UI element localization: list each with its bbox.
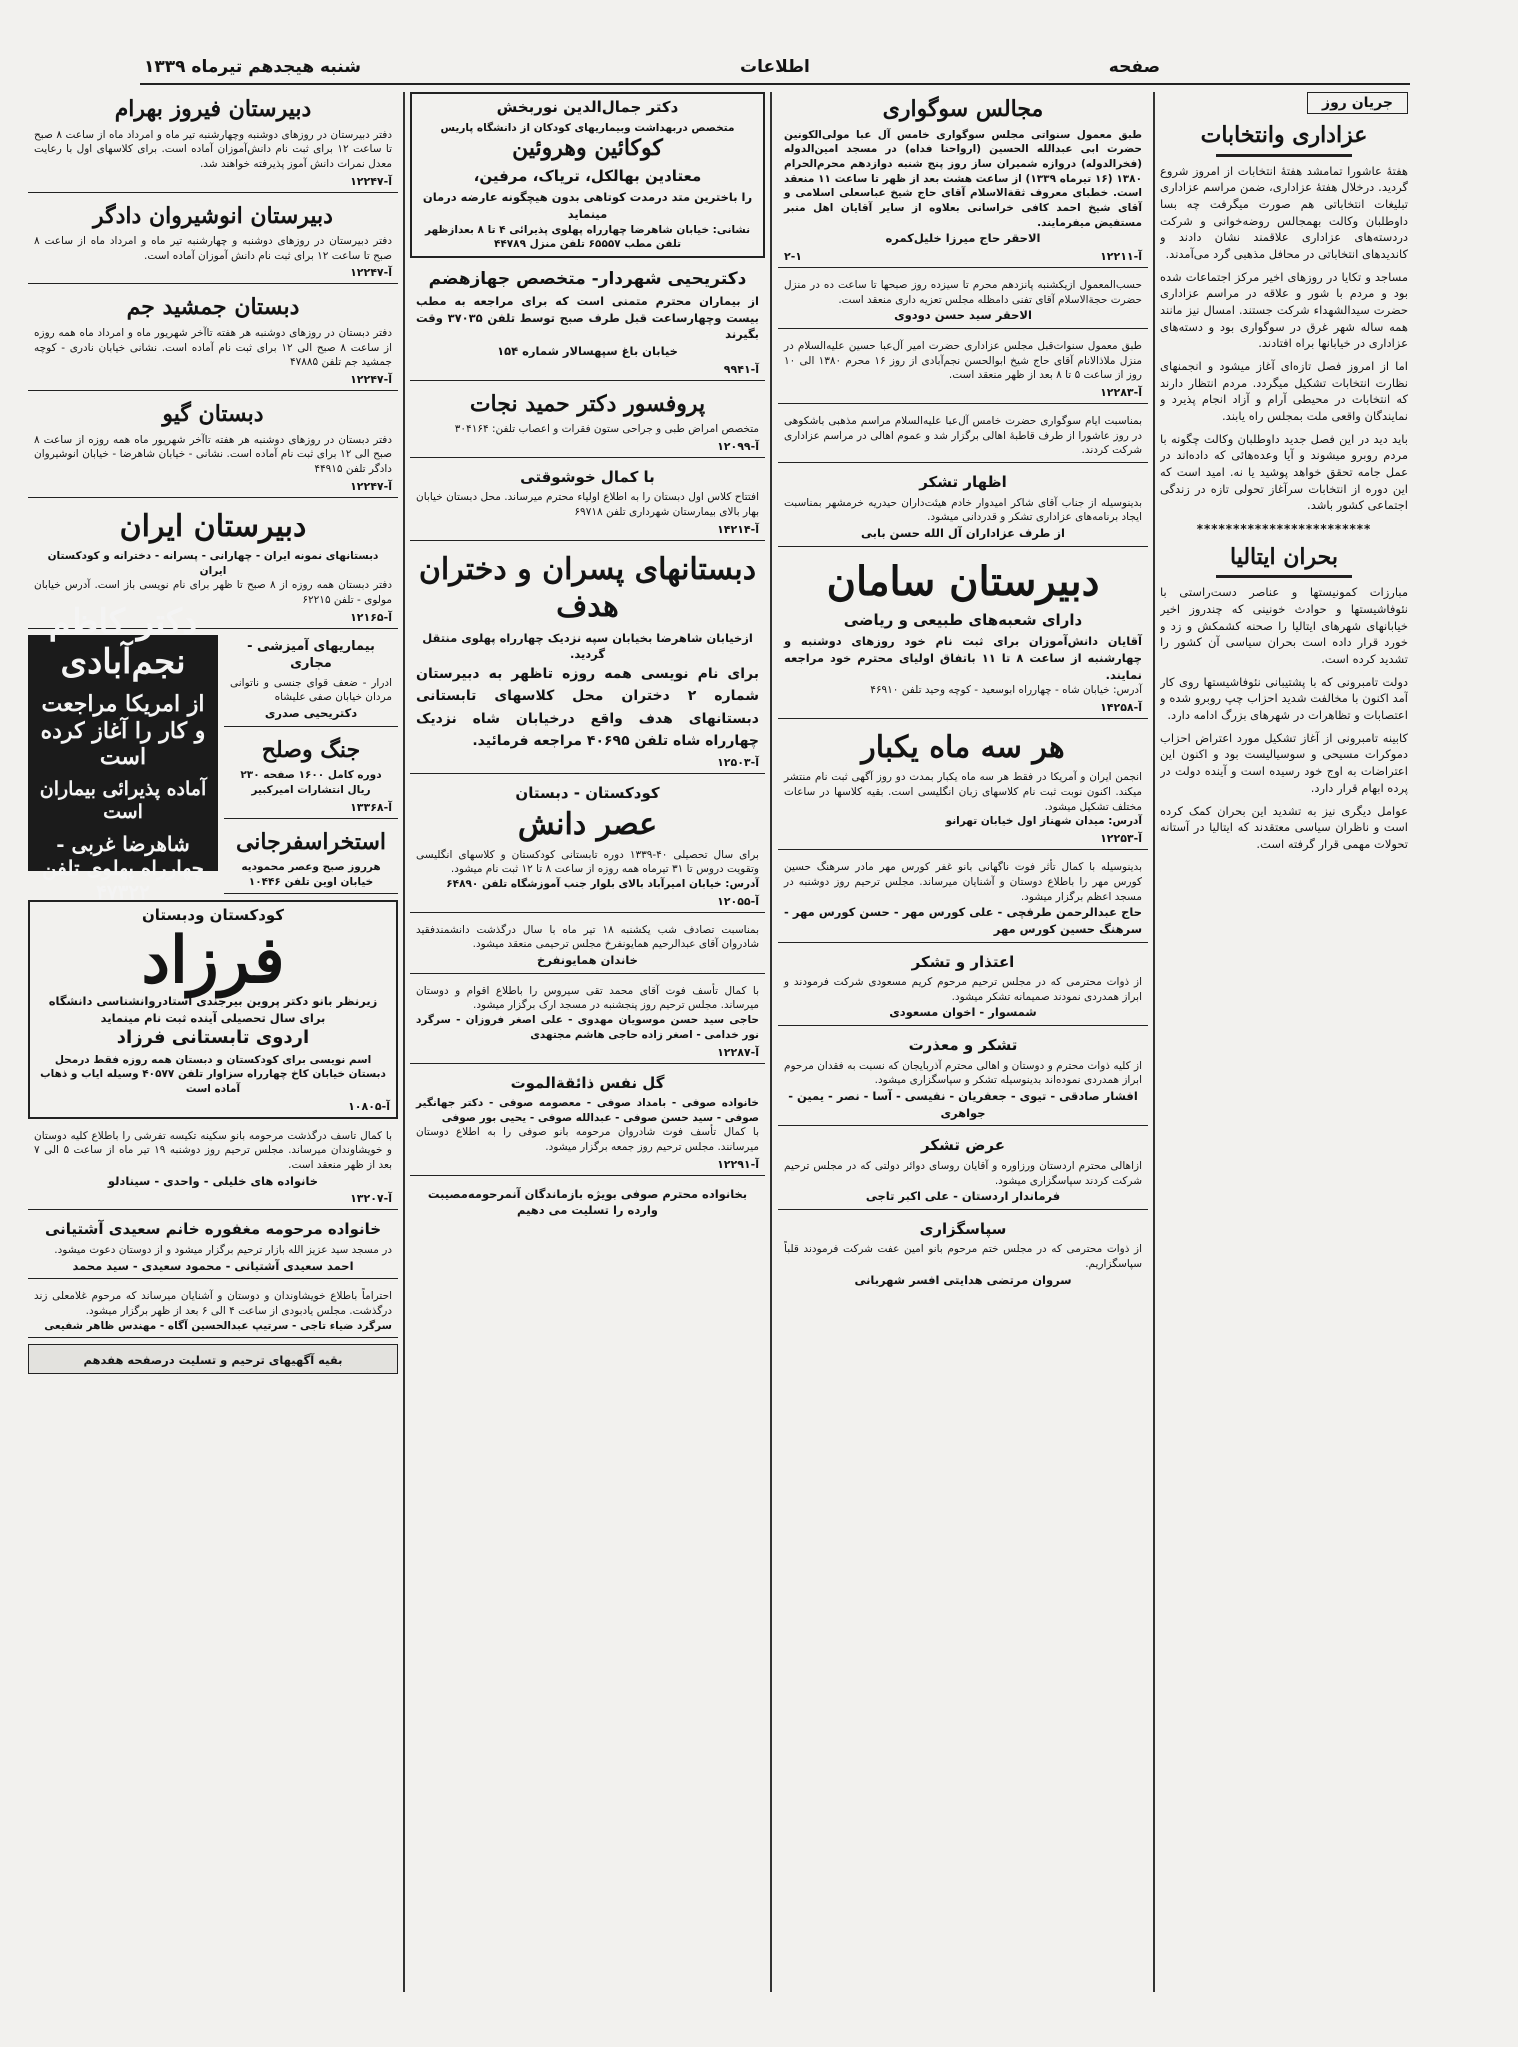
ad-text: هرروز صبح وعصر محمودیه خیابان اوین تلفن ۱۰۴۴۶ xyxy=(241,861,381,888)
ad-signature: از طرف عزاداران آل الله حسن بابی xyxy=(861,526,1065,541)
continued-notice-text: بقیه آگهیهای ترحیم و تسلیت درصفحه هفدهم xyxy=(83,1353,343,1368)
ad-apology xyxy=(778,949,1148,1027)
ad-text: حسب‌المعمول ازیکشنبه پانزدهم محرم تا سیزده روز صبحها تا ساعت ده در منزل حضرت حجةالاسلام آقای تفنی دامظله مجلس تعزیه داری منعقد است. xyxy=(784,278,1142,306)
ad-text: ازاهالی محترم اردستان ورزاوره و آقایان روسای دوائر دولتی که در مجلس ترحیم شرکت کردند سپاسگزاری میشود. xyxy=(784,1159,1142,1187)
ad-address: آدرس: خیابان امیرآباد بالای بلوار جنب آموزشگاه تلفن ۶۴۸۹۰ xyxy=(446,878,759,891)
ad-notice xyxy=(778,335,1148,404)
ad-title: اظهار تشکر xyxy=(919,473,1007,492)
ad-title: گل نفس ذائقة‌الموت xyxy=(510,1073,665,1092)
editorial-paragraph: باید دید در این فصل جدید داوطلبان وکالت چگونه با مردم روبرو میشوند و آیا وعده‌هائی که داده‌اند در عمل جامه تحقق خواهد پوشید یا نه. امید است که این دوره از انتخابات سرآغاز تحولی تازه در زندگی اجتماعی کشور باشد. xyxy=(1160,431,1408,513)
ad-notice xyxy=(778,410,1148,463)
article-paragraph: مبارزات کمونیستها و عناصر دست‌راستی با نئوفاشیستها و حوادث خونینی که چندروز اخیر خیابانهای شهرهای ایتالیا را صحنه کشمکش و زد و خورد قرار داده است بحران سیاسی آن کشور را تشدید کرده است. xyxy=(1160,585,1408,667)
masthead-date: شنبه هیجدهم تیرماه ۱۳۳۹ xyxy=(144,57,361,77)
ad-title: خانواده مرحومه مغفوره خانم سعیدی آشتیانی xyxy=(44,1220,382,1239)
ad-title: بیماریهای آمیزشی - مجاری xyxy=(247,638,375,671)
ad-text: طبق معمول سنوات‌قبل مجلس عزاداری حضرت امیر آل‌عبا حسین علیه‌السلام در منزل ملاذالانام آقای حاج شیخ ابوالحسن نجم‌آبادی از روز ۱۶ محرم ۱۳۸۰ الی ۱۰ روز از ساعت ۵ تا ۸ بعد از ظهر منعقد است. xyxy=(784,340,1142,382)
editorial-paragraph: هفتهٔ عاشورا تمامشد هفتهٔ انتخابات از امروز شروع گردید. درخلال هفتهٔ عزاداری، ضمن مراسم عزاداری تبلیغات انتخاباتی هم صورت میگرفت چه بسا داوطلبان وکالت بهمجالس روضه‌خوانی و شرکت دردسته‌های عزاداری علاقمند نشان دادند و کاندیدهای انتخاباتی در محافل مذهبی گرد می‌آمدند. xyxy=(1160,163,1408,261)
ad-kicker: کودکستان - دبستان xyxy=(515,783,660,802)
ad-signature: احمد سعیدی آشتیانی - محمود سعیدی - سید محمد xyxy=(72,1258,354,1273)
ad-title: کوکائین وهروئین xyxy=(512,135,663,162)
ad-subtitle: ازخیابان شاهرضا بخیابان سپه نزدیک چهارراه پهلوی منتقل گردید. xyxy=(422,630,753,662)
ad-text: از بیماران محترم متمنی است که برای مراجعه به مطب بیست وچهارساعت قبل طرف صبح توسط تلفن ۳۷۰۳۵ وقت بگیرند xyxy=(416,294,759,342)
ad-title: مجالس سوگواری xyxy=(882,96,1044,122)
ad-text: زیرنظر بانو دکتر پروین بیرجندی استادروانشناسی دانشگاه برای سال تحصیلی آینده ثبت نام مینماید xyxy=(48,993,378,1025)
article-paragraph: دولت تامبرونی که با پشتیبانی نئوفاشیستها روی کار آمد اکنون با مخالفت شدید احزاب چپ روبرو شده و اعتصابات و تظاهرات در شهرهای بزرگ ادامه دارد. xyxy=(1160,674,1408,723)
ad-title: دبیرستان فیروز بهرام xyxy=(114,96,312,122)
ad-text: با کمال تاسف درگذشت مرحومه بانو سکینه تکیسه تفرشی را باطلاع کلیه دوستان و خویشاوندان میرساند. مجلس ترحیم روز دوشنبه ۱۹ تیر ماه از ساعت ۵ الی ۷ بعد از ظهر منعقد است. xyxy=(34,1129,392,1172)
article-paragraph: کابینه تامبرونی از آغاز تشکیل مورد اعتراض احزاب دموکرات مسیحی و سوسیالیست بود و اکنون این اعتراضات به اوج خود رسیده است و آینده دولت در پرده ابهام قرار دارد. xyxy=(1160,730,1408,795)
ad-condolence xyxy=(410,1182,765,1223)
ad-farzad xyxy=(28,900,398,1118)
ad-text: آماده پذیرائی بیماران است xyxy=(39,778,207,824)
ad-code: آ-۱۲۲۸۷ xyxy=(717,1045,759,1059)
ad-title: تشکر و معذرت xyxy=(908,1036,1018,1055)
ad-text: افتتاح کلاس اول دبستان را به اطلاع اولیاء محترم میرساند. محل دبستان خیابان بهار بالای بیمارستان شهرداری تلفن ۶۹۷۱۸ xyxy=(416,491,759,519)
section-label: جریان روز xyxy=(1307,92,1408,114)
ad-title: پروفسور دکتر حمید نجات xyxy=(469,390,706,417)
ad-signature: خانواده های خلیلی - واحدی - سینادلو xyxy=(107,1173,319,1188)
ad-signature: سروان مرتضی هدایتی افسر شهربانی xyxy=(854,1272,1072,1287)
ad-title: استخراسفرجانی xyxy=(235,828,387,855)
ad-text: برای نام نویسی همه روزه تاظهر به دبیرستان شماره ۲ دختران محل کلاسهای تابستانی دبستانهای هدف واقع درخیابان شاه نزدیک چهارراه شاه تلفن ۴۰۶۹۵ مراجعه فرمائید. xyxy=(416,666,759,750)
ad-title: عرض تشکر xyxy=(921,1136,1005,1155)
ad-text: دفتر دبیرستان در روزهای دوشنبه و چهارشنبه تیر ماه و امرداد ماه از ساعت ۸ صبح تا ساعت ۱۲ برای ثبت نام دانش آموزان آماده است. xyxy=(34,235,392,262)
ad-text: در مسجد سید عزیز الله بازار ترحیم برگزار میشود و از دوستان دعوت میشود. xyxy=(54,1243,392,1256)
ad-names: حاج عبدالرحمن طرفچی - علی کورس مهر - حسن کورس مهر - سرهنگ حسین کورس مهر xyxy=(784,905,1142,936)
ad-quarterly xyxy=(778,725,1148,850)
ad-signature: خاندان همایونفرخ xyxy=(537,953,638,968)
ad-asr-danesh xyxy=(410,780,765,913)
ad-specialty: متخصص دربهداشت وبیماریهای کودکان از دانشگاه پاریس xyxy=(440,121,735,134)
ad-text: با کمال تأسف فوت آقای محمد تقی سیروس را باطلاع اقوام و دوستان میرساند. مجلس ترحیم روز پنجشنبه در مسجد ارک برگزار میشود. xyxy=(416,984,759,1012)
ad-address: شاهرضا غربی - چهارراه پهلوی تلفن ۴۷۳۲۲ xyxy=(42,832,204,904)
ad-school-opening xyxy=(410,464,765,541)
ad-text: از ذوات محترمی که در مجلس ترحیم مرحوم کریم مسعودی شرکت فرمودند و ابراز همدردی نمودند صمیمانه تشکر میشود. xyxy=(784,976,1142,1003)
ad-names: سرگرد ضیاء تاجی - سرتیپ عبدالحسین آگاه - مهندس ظاهر شفیعی xyxy=(44,1319,392,1332)
ad-saman-school xyxy=(778,553,1148,719)
ad-subtitle: دبستانهای نمونه ایران - چهارانی - پسرانه - دخترانه و کودکستان ایران xyxy=(47,550,379,577)
ad-firouz-bahram xyxy=(28,92,398,193)
ad-title: سپاسگزاری xyxy=(919,1219,1007,1238)
ad-code: آ-۱۲۵۰۳ xyxy=(717,755,759,769)
column-editorial xyxy=(1160,92,1408,1992)
ad-thanks xyxy=(778,469,1148,547)
ad-text: بمناسبت تصادف شب یکشنبه ۱۸ تیر ماه با سال درگذشت دانشمندفقید شادروان آقای عبدالرحیم همایونفرخ مجلس ترحیمی منعقد میشود. xyxy=(416,923,759,951)
ad-signature: الاحقر حاج میرزا خلیل‌کمره xyxy=(885,231,1041,246)
ad-title: دبستان گیو xyxy=(162,401,264,427)
ad-signature: الاحقر سید حسن دودوی xyxy=(894,308,1032,323)
ad-isfarjani-pool xyxy=(224,825,398,895)
ad-code: آ-۱۲۲۹۱ xyxy=(717,1157,759,1171)
column-schools xyxy=(28,92,398,1992)
masthead-paper-name: اطلاعات xyxy=(740,57,810,77)
ad-anoushirvan xyxy=(28,199,398,285)
ad-text: از ذوات محترمی که در مجلس ختم مرحوم بانو امین عفت شرکت فرمودند قلباً سپاسگزاریم. xyxy=(784,1243,1142,1271)
ad-obituary xyxy=(778,856,1148,942)
ad-code: آ-۱۲۲۸۳ xyxy=(1100,386,1142,400)
ad-code: آ-۱۲۲۴۷ xyxy=(350,174,392,188)
ad-code: آ-۱۲۰۵۵ xyxy=(717,894,759,908)
ad-text: بمناسبت ایام سوگواری حضرت خامس آل‌عبا علیه‌السلام مراسم مذهبی باشکوهی در روز عاشورا از طرف قاطبهٔ اهالی برگزار شد و عموم اهالی در مراسم عزاداری شرکت کردند. xyxy=(784,415,1142,457)
ad-title: دبیرستان سامان xyxy=(826,557,1100,605)
ad-title: دبستان جمشید جم xyxy=(126,294,300,321)
ad-najmabadi-black xyxy=(28,601,218,904)
ad-signature: شمسوار - اخوان مسعودی xyxy=(889,1005,1037,1020)
ad-text: متخصص امراض طبی و جراحی ستون فقرات و اعصاب تلفن: ۳۰۴۱۶۴ xyxy=(454,423,759,436)
ad-code: آ-۱۳۳۶۸ xyxy=(350,800,392,814)
ad-text: انجمن ایران و آمریکا در فقط هر سه ماه یکبار بمدت دو روز آگهی ثبت نام منتشر میکند. اکنون نوبت ثبت نام کلاسهای زبان انگلیسی است. بقیه کلاسها در ساعات مختلف تشکیل میشود. xyxy=(784,771,1142,813)
ad-subtitle: معتادین بهالکل، تریاک، مرفین، xyxy=(473,166,702,185)
ad-text: دفتر دبستان در روزهای دوشنبه هر هفته تاآخر شهریور ماه همه روزه از ساعت ۸ صبح الی ۱۲ برای ثبت نام آماده است. نشانی - خیابان شاهرضا - خیابان انوشیروان دادگر تلفن ۴۴۹۱۵ xyxy=(34,433,393,475)
ad-title: عصر دانش xyxy=(517,807,658,843)
title-underline xyxy=(1216,575,1352,578)
ad-doctor-name: دکتر جمال‌الدین نوربخش xyxy=(496,98,679,116)
ad-signature: افشار صادقی - تیوی - جعفریان - نفیسی - آسا - نصر - یمین - جواهری xyxy=(788,1088,1138,1120)
column-rule xyxy=(1153,92,1155,1992)
ad-code: آ-۱۲۲۴۷ xyxy=(350,479,392,493)
article-title: بحران ایتالیا xyxy=(1229,543,1338,570)
ad-code: آ-۱۲۲۵۳ xyxy=(1100,832,1142,846)
ad-hadaf-schools xyxy=(410,547,765,774)
ad-text: دفتر دبستان همه روزه از ۸ صبح تا ظهر برای نام نویسی باز است. آدرس خیابان مولوی - تلفن ۶۲۲۱۵ xyxy=(34,579,392,607)
ad-names: حاجی سید حسن موسویان مهدوی - علی اصغر فروزان - سرگرد نور خدامی - اصغر زاده حاجی هاشم مجتهدی xyxy=(416,1014,759,1041)
ad-obituary xyxy=(410,919,765,974)
editorial-paragraph: مساجد و تکایا در روزهای اخیر مرکز اجتماعات شده بود و مردم با شور و علاقه در مراسم عزاداری حضرت سیدالشهداء شرکت جستند. امسال نیز مانند همه ساله شهر غرق در سوگواری بود و دسته‌های عزاداری در خیابانها براه افتادند. xyxy=(1160,269,1408,351)
ad-obituary xyxy=(410,1070,765,1176)
ad-text: اسم نویسی برای کودکستان و دبستان همه روزه فقط درمحل دبستان خیابان کاخ چهارراه سزاوار تلفن ۴۰۵۷۷ وسیله ایاب و ذهاب آماده است xyxy=(40,1053,386,1095)
ad-gratitude xyxy=(778,1216,1148,1293)
ad-sadri-clinic xyxy=(224,635,398,727)
ad-war-and-peace xyxy=(224,733,398,819)
ad-text: دفتر دبیرستان در روزهای دوشنبه وچهارشنبه تیر ماه و امرداد ماه از ساعت ۸ صبح تا ساعت ۱۲ برای ثبت نام دانش‌آموزان آماده است. برای کلاسهای اول با رعایت معدل نمرات دانش آموز پذیرفته خواهند شد. xyxy=(34,128,392,170)
ad-code: آ-۹۹۴۱ xyxy=(723,362,759,376)
ad-text: از امریکا مراجعت و کار را آغاز کرده است xyxy=(40,691,206,771)
ad-giv xyxy=(28,397,398,498)
ad-obituary xyxy=(28,1216,398,1279)
ad-doctor-nourbakhsh xyxy=(410,92,765,258)
ad-jamshid-jam xyxy=(28,290,398,391)
ad-signature: فرماندار اردستان - علی اکبر تاجی xyxy=(865,1189,1061,1204)
ad-text: را باخترین متد درمدت کوتاهی بدون هیچگونه عارضه درمان مینماید xyxy=(422,190,753,221)
column-rule xyxy=(403,92,405,1992)
ad-doctor-shahrdar xyxy=(410,264,765,381)
ad-title: دبستانهای پسران و دختران هدف xyxy=(418,551,757,625)
ad-thanks xyxy=(778,1032,1148,1126)
ad-code: آ-۱۴۲۱۴ xyxy=(717,522,759,536)
ad-obituary xyxy=(28,1285,398,1338)
ad-code: آ-۱۳۲۰۷ xyxy=(350,1192,392,1206)
ad-text: با کمال تأسف فوت شادروان مرحومه بانو صوفی را به اطلاع دوستان میرسانند. مجلس ترحیم روز جمعه برگزار میشود. xyxy=(416,1126,759,1154)
editorial-paragraph: اما از امروز فصل تازه‌ای آغاز میشود و انجمنهای نظارت انتخابات تشکیل میگردد. مردم انتظار دارند که انتخابات در محیطی آرام و آزاد انجام پذیرد و نمایندگان واقعی ملت بمجلس راه یابند. xyxy=(1160,358,1408,423)
ad-small-stack xyxy=(224,635,398,901)
ad-notice xyxy=(778,274,1148,329)
ad-address: خیابان باغ سپهسالار شماره ۱۵۴ xyxy=(497,344,678,359)
ad-title: با کمال خوشوقتی xyxy=(520,467,655,486)
ad-code: آ-۱۲۲۱۱ xyxy=(1100,249,1142,263)
column-notices xyxy=(778,92,1148,1992)
editorial-title: عزاداری وانتخابات xyxy=(1200,122,1368,148)
ad-text: احتراماً باطلاع خویشاوندان و دوستان و آشنایان میرساند که مرحوم غلامعلی زند درگذشت. مجلس یادبودی از ساعت ۴ الی ۶ بعد از ظهر برگزار میشود. xyxy=(34,1290,392,1317)
ad-signature: دکتریحیی صدری xyxy=(264,705,358,720)
ad-doctor-name: دکتر کاظم نجم‌آبادی xyxy=(48,601,198,683)
star-divider: ************************ xyxy=(1196,521,1372,536)
ad-text: برای سال تحصیلی ۴۰-۱۳۳۹ دوره تابستانی کودکستان و کلاسهای انگلیسی وتقویت دروس تا ۳۱ تیرماه همه روزه از ساعت ۸ تا ۱۲ ثبت نام میشود. xyxy=(416,848,759,876)
ad-title: دکتریحیی شهردار- متخصص جهازهضم xyxy=(428,268,747,289)
ad-mourning-ceremony xyxy=(778,92,1148,268)
masthead xyxy=(140,55,1410,85)
ad-text: بدینوسیله با کمال تأثر فوت ناگهانی بانو غفر کورس مهر مادر سرهنگ حسین کورس مهر را باطلاع دوستان و آشنایان میرساند. مجلس ترحیم روز دوشنبه در مسجد اعظم برگزار میشود. xyxy=(784,861,1142,903)
ad-number: ۲-۱ xyxy=(784,249,802,263)
ad-obituary xyxy=(410,980,765,1064)
ad-title: هر سه ماه یکبار xyxy=(861,729,1065,765)
column-ads xyxy=(410,92,765,1992)
ad-code: آ-۱۰۸۰۵ xyxy=(348,1099,390,1113)
continued-notice xyxy=(28,1344,398,1374)
ad-text: طبق معمول سنواتی مجلس سوگواری خامس آل عبا مولی‌الکونین حضرت ابی عبدالله الحسین (ارواحنا فداه) در مسجد امین‌الدوله (فخرالدوله) دروازه شمیران ساز روز پنج شنبه دوازدهم محرم‌الحرام ۱۳۸۰ (۱۶ تیرماه ۱۳۳۹) از ساعت هشت بعد از ظهر تا ساعت ۱۱ منعقد است. خطبای معروف ثقةالاسلام آقای حاج شیخ عباسعلی اسلامی و آقای شیخ احمد کافی خراسانی بعلاوه از سایر آقایان اهل منبر مستفیض میفرمایند. xyxy=(784,128,1142,229)
ad-title: دبیرستان انوشیروان دادگر xyxy=(93,202,333,229)
ad-subtitle: دارای شعبه‌های طبیعی و ریاضی xyxy=(843,610,1083,629)
ad-address: آدرس: خیابان شاه - چهارراه ابوسعید - کوچه وحید تلفن ۴۶۹۱۰ xyxy=(870,684,1142,697)
ad-text: از کلیه ذوات محترم و دوستان و اهالی محترم آذربایجان که نسبت به فقدان مرحوم ابراز همدردی نموده‌اند بدینوسیله تشکر و سپاسگزاری میشود. xyxy=(784,1059,1142,1087)
ad-code: آ-۱۴۲۵۸ xyxy=(1100,700,1142,714)
ad-address: نشانی: خیابان شاهرضا چهارراه پهلوی پذیرائی ۴ تا ۸ بعدازظهر تلفن مطب ۶۵۵۵۷ تلفن منزل ۴۴۷۸۹ xyxy=(424,223,751,251)
ad-address: آدرس: میدان شهناز اول خیابان تهرانو xyxy=(945,815,1142,828)
ad-code: آ-۱۲۱۶۵ xyxy=(350,610,392,624)
ad-title: دبیرستان ایران xyxy=(119,508,307,544)
ad-code: آ-۱۲۲۴۷ xyxy=(350,266,392,280)
ad-subtitle: اردوی تابستانی فرزاد xyxy=(116,1027,310,1049)
ad-text: دوره کامل ۱۶۰۰ صفحه ۲۳۰ ریال انتشارات امیرکبیر xyxy=(240,769,382,796)
article-paragraph: عوامل دیگری نیز به تشدید این بحران کمک کرده است و ناظران سیاسی معتقدند که ایتالیا در آستانه تحولات مهمی قرار گرفته است. xyxy=(1160,803,1408,851)
ad-names: خانواده صوفی - بامداد صوفی - معصومه صوفی - دکتر جهانگیر صوفی - سید حسن صوفی - عبدالله صوفی - یحیی بور صوفی xyxy=(416,1097,759,1124)
ad-professor-nejat xyxy=(410,387,765,458)
ad-obituary xyxy=(28,1125,398,1211)
ad-kicker: کودکستان ودبستان xyxy=(141,906,285,925)
column-rule xyxy=(770,92,772,1992)
ad-code: آ-۱۲۲۴۷ xyxy=(350,373,392,386)
ad-thanks xyxy=(778,1132,1148,1210)
ad-text: دفتر دبستان در روزهای دوشنبه هر هفته تاآخر شهریور ماه و امرداد ماه همه روزه از ساعت ۸ صبح الی ۱۲ برای ثبت نام آماده است. نشانی خیابان نادری - کوچه جمشید جم تلفن ۴۷۸۸۵ xyxy=(34,326,392,369)
ad-title: فرزاد xyxy=(141,922,285,998)
title-underline xyxy=(1216,154,1352,157)
ad-text: بخانواده محترم صوفی بویژه بازماندگان آنمرحومه‌مصیبت وارده را تسلیت می دهیم xyxy=(427,1186,748,1218)
ad-text: ادرار - ضعف قوای جنسی و ناتوانی مردان خیابان صفی علیشاه xyxy=(230,676,392,704)
ad-text: آقایان دانش‌آموزان برای ثبت نام خود روزهای دوشنبه و چهارشنبه از ساعت ۸ تا ۱۱ باتفاق اولیای محترم خود مراجعه نمایند. xyxy=(784,634,1142,682)
ad-title: اعتذار و تشکر xyxy=(911,952,1015,971)
ad-title: جنگ وصلح xyxy=(261,736,361,763)
masthead-page-label: صفحه xyxy=(1108,57,1160,77)
ad-text: بدینوسیله از جناب آقای شاکر امیدوار خادم هیئت‌داران حیدریه خرمشهر بمناسبت ایجاد برنامه‌های عزاداری تشکر و قدردانی میشود. xyxy=(784,496,1142,524)
ad-code: آ-۱۲۰۹۹ xyxy=(717,439,759,453)
